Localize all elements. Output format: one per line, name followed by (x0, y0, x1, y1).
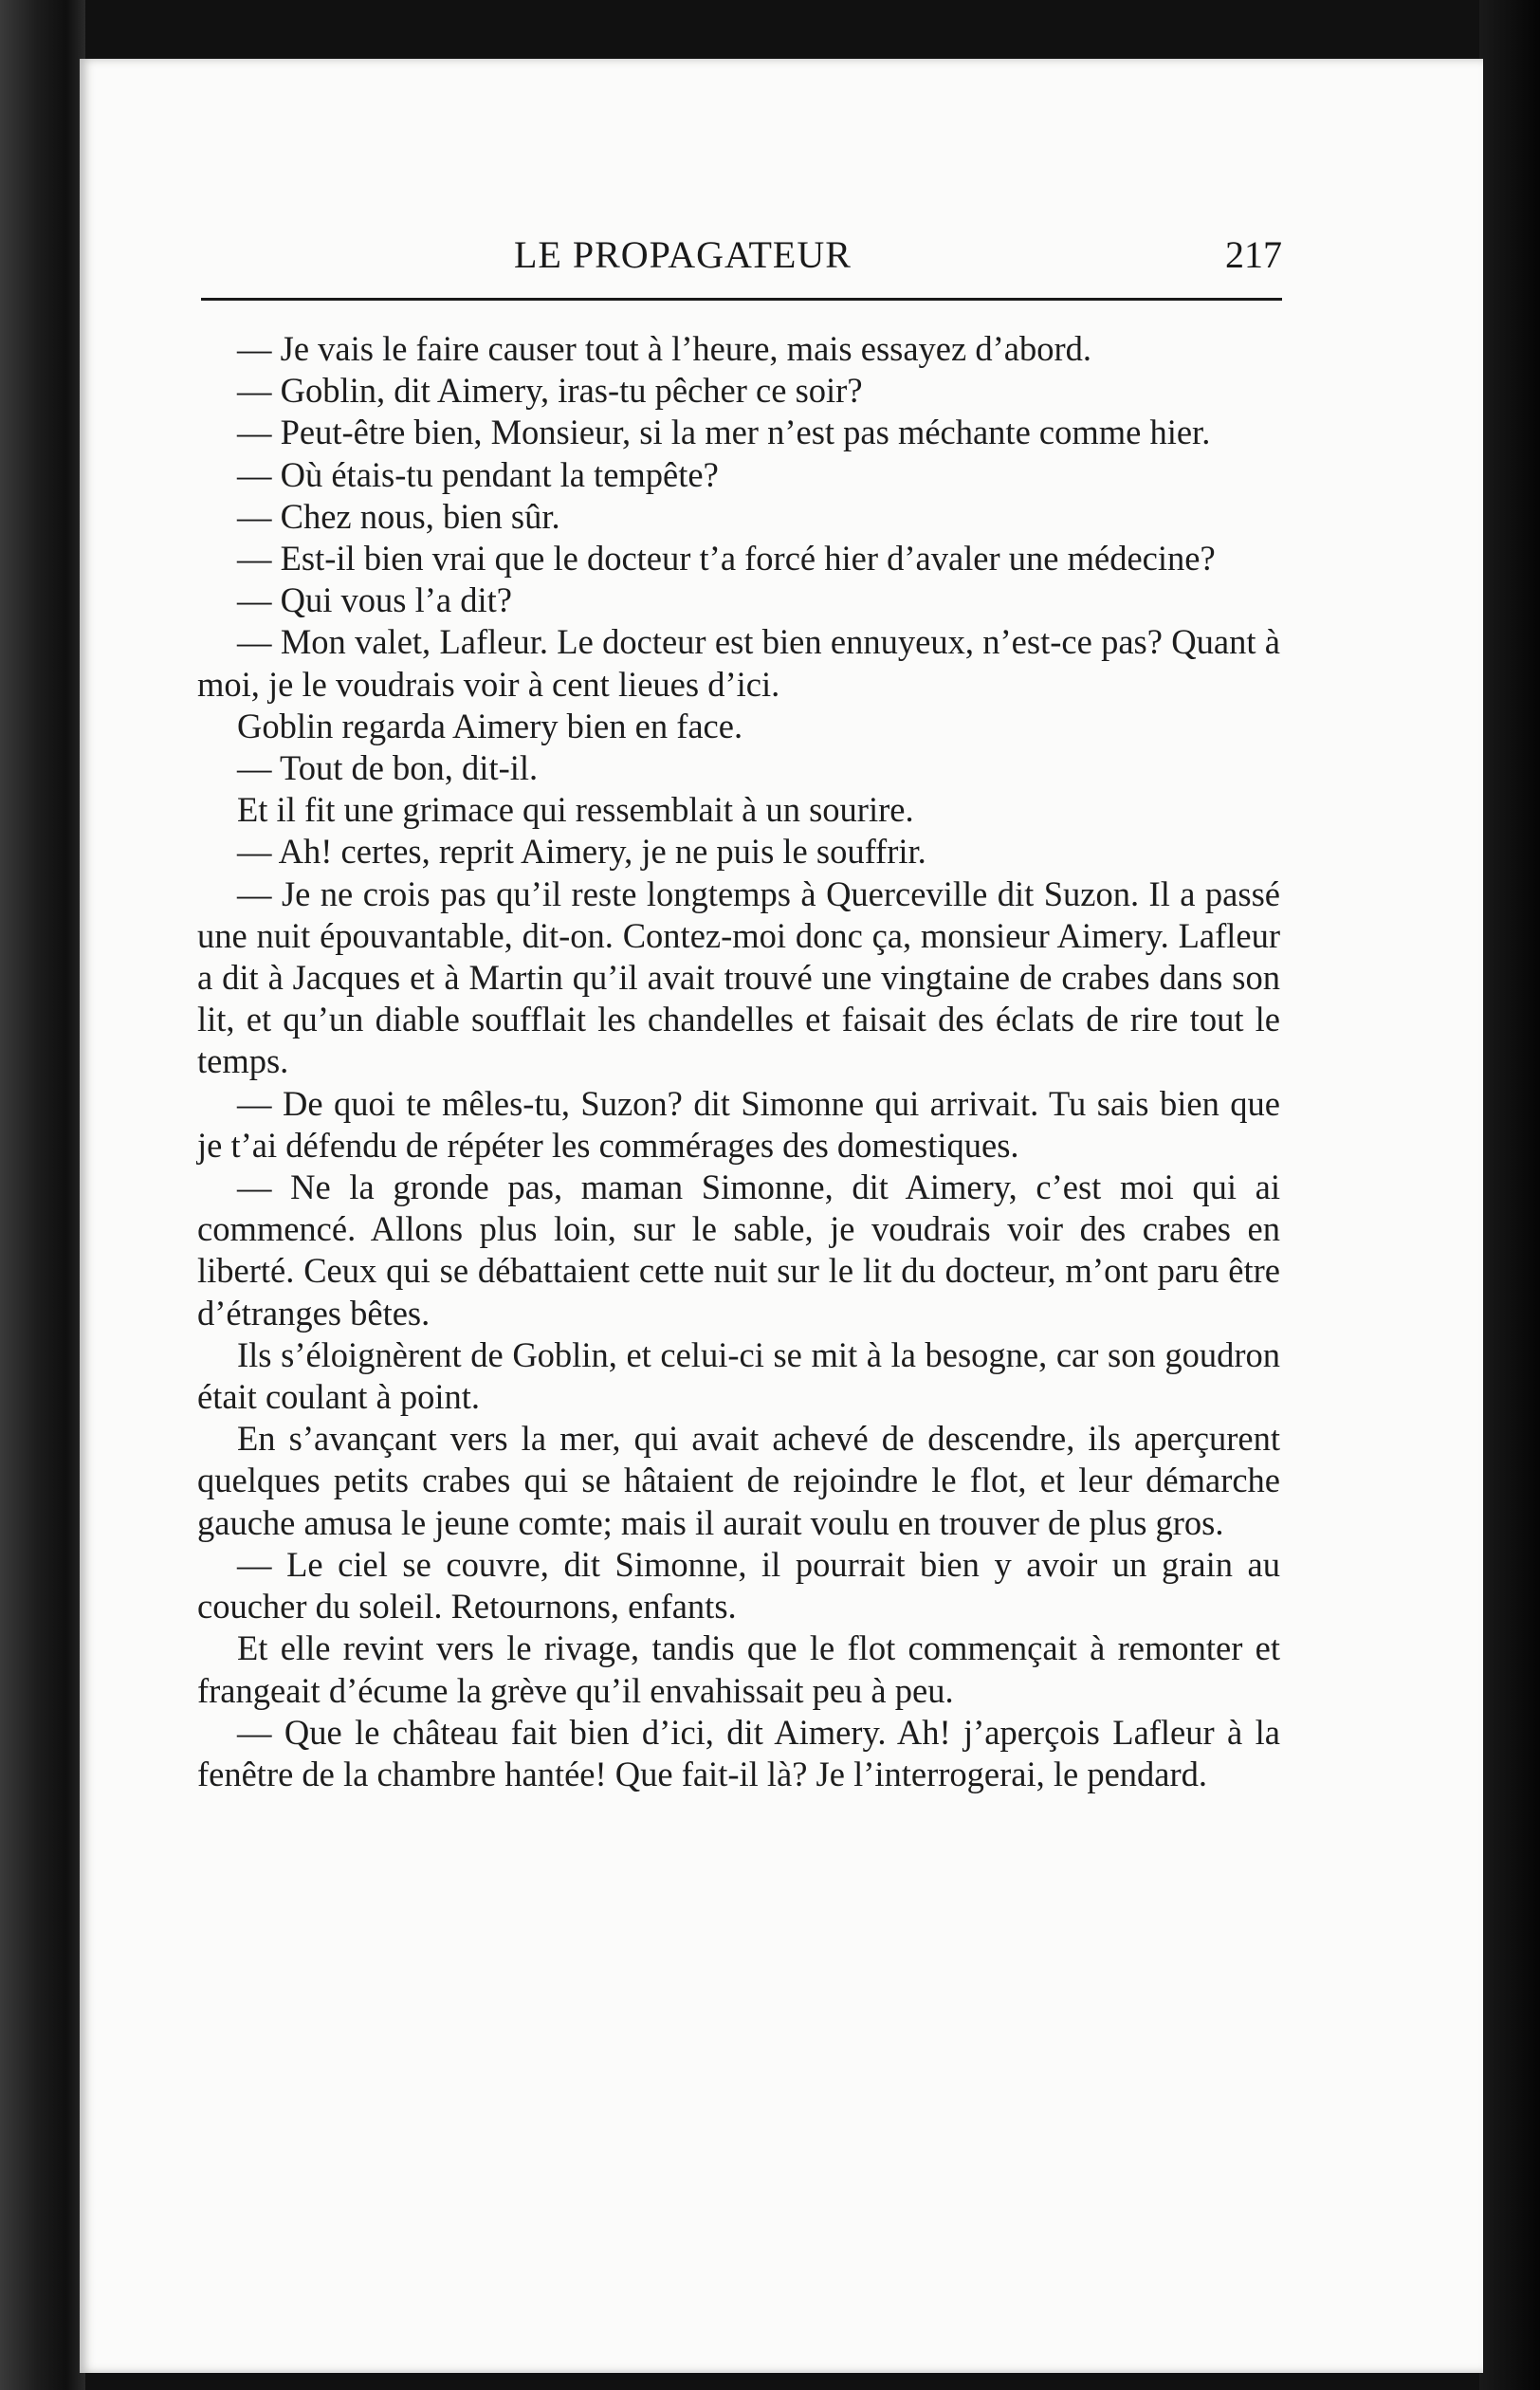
paragraph: — Ne la gronde pas, maman Simonne, dit Aimery, c’est moi qui ai commencé. Allons plus loin, sur le sable, je voudrais voir des crabes en liberté. Ceux qui se débattaient cette nuit sur le lit du docteur, m’ont paru être d’étranges bêtes. (197, 1167, 1280, 1333)
paragraph: — Chez nous, bien sûr. (237, 496, 560, 536)
paragraph: — Peut-être bien, Monsieur, si la mer n’est pas méchante comme hier. (237, 413, 1211, 452)
scan-binding-edge (0, 0, 85, 2390)
page-header (486, 232, 1282, 289)
paragraph: — Est-il bien vrai que le docteur t’a forcé hier d’avaler une médecine? (237, 539, 1216, 579)
running-head: LE PROPAGATEUR (514, 233, 852, 276)
paragraph: Et il fit une grimace qui ressemblait à un sourire. (237, 790, 914, 830)
scan-right-edge (1479, 0, 1540, 2390)
paragraph: — Goblin, dit Aimery, iras-tu pêcher ce soir? (237, 371, 863, 411)
paragraph: — Je vais le faire causer tout à l’heure, mais essayez d’abord. (237, 329, 1091, 368)
paragraph: — Où étais-tu pendant la tempête? (237, 454, 719, 494)
paragraph: — Qui vous l’a dit? (237, 580, 512, 620)
header-rule (201, 298, 1282, 301)
body-text (197, 328, 1280, 1795)
paragraph: — Je ne crois pas qu’il reste longtemps à Querceville dit Suzon. Il a passé une nuit épouvantable, dit-on. Contez-moi donc ça, monsieur Aimery. Lafleur a dit à Jacques et à Martin qu’il avait trouvé une vingtaine de crabes dans son lit, et qu’un diable soufflait les chandelles et faisait des éclats de rire tout le temps. (197, 873, 1280, 1081)
paragraph: — Tout de bon, dit-il. (237, 748, 539, 788)
paragraph: Goblin regarda Aimery bien en face. (237, 706, 743, 745)
paragraph: — Que le château fait bien d’ici, dit Aimery. Ah! j’aperçois Lafleur à la fenêtre de la chambre hantée! Que fait-il là? Je l’interrogerai, le pendard. (197, 1712, 1280, 1793)
paragraph: — Mon valet, Lafleur. Le docteur est bien ennuyeux, n’est-ce pas? Quant à moi, je le voudrais voir à cent lieues d’ici. (197, 622, 1280, 704)
paragraph: En s’avançant vers la mer, qui avait achevé de descendre, ils aperçurent quelques petits crabes qui se hâtaient de rejoindre le flot, et leur démarche gauche amusa le jeune comte; mais il aurait voulu en trouver de plus gros. (197, 1419, 1280, 1542)
paragraph: — De quoi te mêles-tu, Suzon? dit Simonne qui arrivait. Tu sais bien que je t’ai défendu de répéter les commérages des domestiques. (197, 1083, 1280, 1165)
paragraph: Ils s’éloignèrent de Goblin, et celui-ci se mit à la besogne, car son goudron était coulant à point. (197, 1334, 1280, 1417)
paragraph: — Le ciel se couvre, dit Simonne, il pourrait bien y avoir un grain au coucher du soleil. Retournons, enfants. (197, 1544, 1280, 1627)
paragraph: Et elle revint vers le rivage, tandis que le flot commençait à remonter et frangeait d’écume la grève qu’il envahissait peu à peu. (197, 1628, 1280, 1710)
paragraph: — Ah! certes, reprit Aimery, je ne puis le souffrir. (237, 832, 926, 872)
page-number: 217 (1225, 233, 1282, 276)
